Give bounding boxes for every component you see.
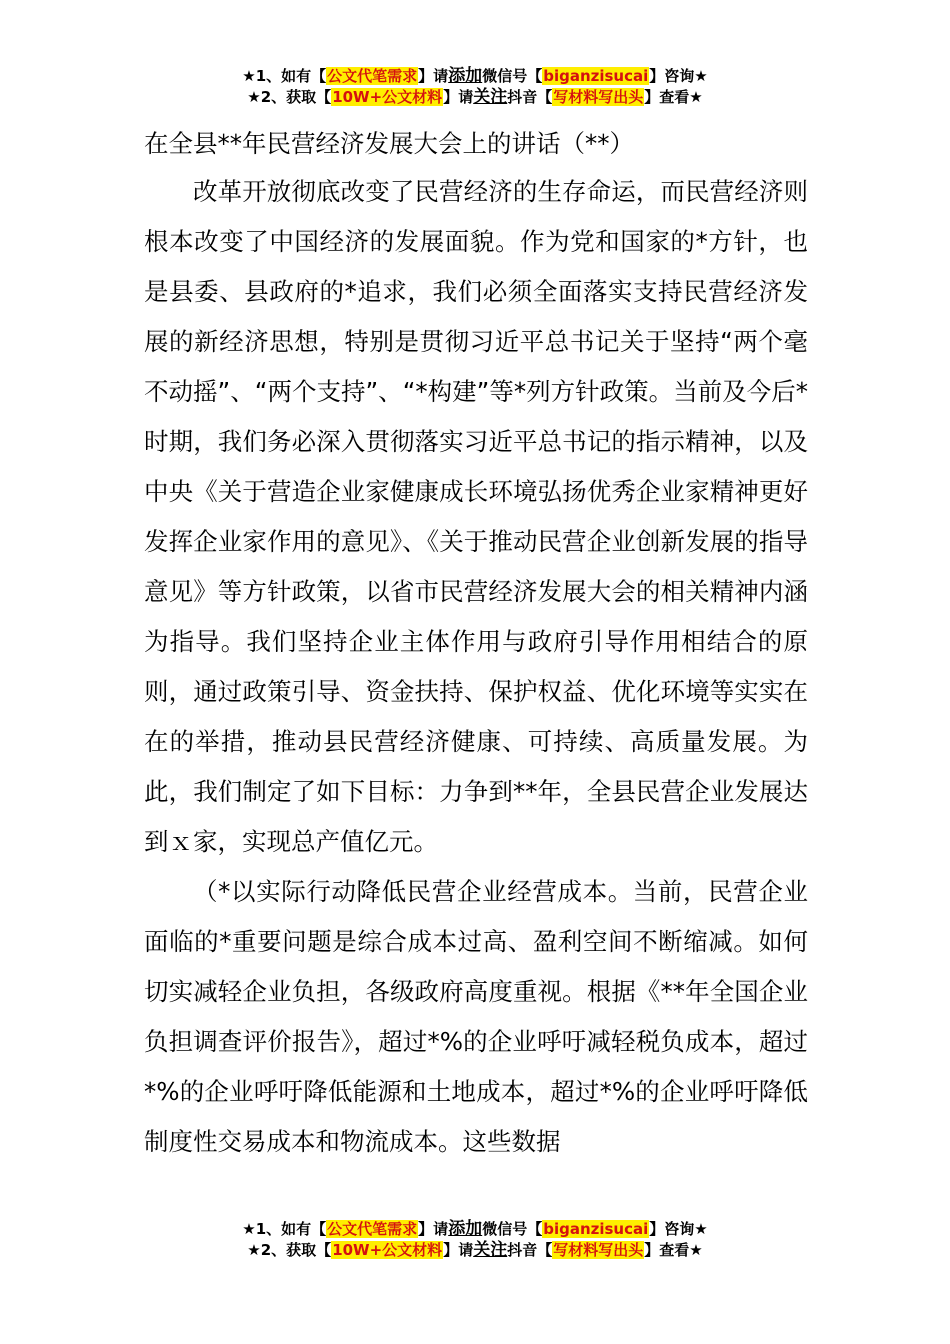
- paragraph: 改革开放彻底改变了民营经济的生存命运，而民营经济则根本改变了中国经济的发展面貌。作为党和国家的*方针，也是县委、县政府的*追求，我们必须全面落实支持民营经济发展的新经济思想，特别是贯彻习近平总书记关于坚持“两个毫不动摇”、“两个支持”、“*构建”等*列方针政策。当前及今后*时期，我们务必深入贯彻落实习近平总书记的指示精神，以及中央《关于营造企业家健康成长环境弘扬优秀企业家精神更好发挥企业家作用的意见》、《关于推动民营企业创新发展的指导意见》等方针政策，以省市民营经济发展大会的相关精神内涵为指导。我们坚持企业主体作用与政府引导作用相结合的原则，通过政策引导、资金扶持、保护权益、优化环境等实实在在的举措，推动县民营经济健康、可持续、高质量发展。为此，我们制定了如下目标：力争到**年，全县民营企业发展达到ｘ家，实现总产值亿元。: [144, 177, 808, 856]
- banner-underlined-text: 关注: [473, 87, 508, 107]
- banner-line-2: [0, 1240, 950, 1261]
- banner-text: 】咨询★: [649, 1220, 708, 1238]
- banner-highlight: biganzisucai: [543, 1220, 649, 1238]
- banner-highlight: 公文代笔需求: [327, 67, 418, 85]
- banner-highlight: biganzisucai: [543, 67, 649, 85]
- banner-text: 】请: [443, 1241, 474, 1259]
- banner-text: ★2、获取【: [247, 88, 332, 106]
- banner-underlined-text: 添加: [448, 66, 483, 86]
- banner-text: 抖音【: [507, 88, 553, 106]
- banner-text: 】查看★: [644, 88, 703, 106]
- banner-text: ★2、获取【: [247, 1241, 332, 1259]
- banner-text: 】请: [418, 1220, 449, 1238]
- paragraph: （*以实际行动降低民营企业经营成本。当前，民营企业面临的*重要问题是综合成本过高、盈利空间不断缩减。如何切实减轻企业负担，各级政府高度重视。根据《**年全国企业负担调查评价报告》，超过*%的企业呼吁减轻税负成本，超过*%的企业呼吁降低能源和土地成本，超过*%的企业呼吁降低制度性交易成本和物流成本。这些数据: [144, 877, 808, 1156]
- header-banner: [0, 66, 950, 108]
- banner-line-1: [0, 66, 950, 87]
- banner-text: ★1、如有【: [242, 1220, 327, 1238]
- banner-text: 】咨询★: [649, 67, 708, 85]
- banner-highlight: 公文代笔需求: [327, 1220, 418, 1238]
- banner-text: 微信号【: [482, 1220, 543, 1238]
- banner-text: 微信号【: [482, 67, 543, 85]
- banner-text: 】查看★: [644, 1241, 703, 1259]
- document-body: [144, 121, 808, 1167]
- banner-text: 】请: [418, 67, 449, 85]
- banner-text: ★1、如有【: [242, 67, 327, 85]
- banner-underlined-text: 添加: [448, 1219, 483, 1239]
- banner-highlight: 10W+公文材料: [332, 1241, 443, 1259]
- document-title: 在全县**年民营经济发展大会上的讲话（**）: [144, 129, 634, 158]
- banner-highlight: 写材料写出头: [553, 1241, 644, 1259]
- banner-text: 】请: [443, 88, 474, 106]
- banner-line-1: [0, 1219, 950, 1240]
- banner-highlight: 10W+公文材料: [332, 88, 443, 106]
- banner-underlined-text: 关注: [473, 1240, 508, 1260]
- banner-highlight: 写材料写出头: [553, 88, 644, 106]
- banner-text: 抖音【: [507, 1241, 553, 1259]
- banner-line-2: [0, 87, 950, 108]
- footer-banner: [0, 1219, 950, 1261]
